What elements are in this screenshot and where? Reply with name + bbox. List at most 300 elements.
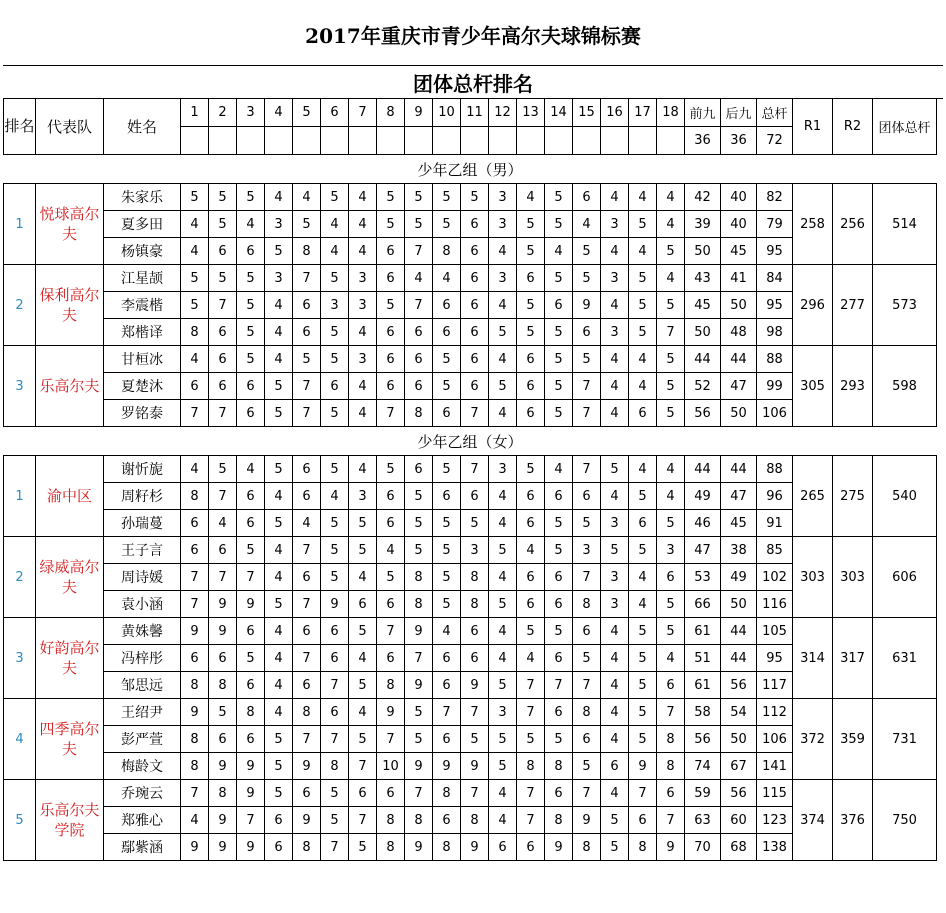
- hole-score: 4: [321, 483, 349, 510]
- hole-score: 5: [405, 537, 433, 564]
- hole-score: 6: [461, 373, 489, 400]
- front-nine-score: 51: [685, 645, 721, 672]
- player-total: 98: [757, 319, 793, 346]
- hole-score: 3: [349, 483, 377, 510]
- hole-score: 8: [181, 319, 209, 346]
- hole-score: 4: [265, 184, 293, 211]
- hole-score: 8: [405, 807, 433, 834]
- hole-score: 8: [545, 753, 573, 780]
- hole-score: 6: [517, 265, 545, 292]
- hole-score: 9: [405, 834, 433, 861]
- hole-score: 4: [349, 400, 377, 427]
- player-total: 123: [757, 807, 793, 834]
- hole-score: 5: [237, 292, 265, 319]
- front-nine-score: 70: [685, 834, 721, 861]
- player-total: 91: [757, 510, 793, 537]
- hole-score: 8: [461, 564, 489, 591]
- player-total: 88: [757, 346, 793, 373]
- hole-score: 4: [489, 400, 517, 427]
- hole-score: 5: [573, 645, 601, 672]
- hole-score: 6: [433, 400, 461, 427]
- hole-score: 5: [265, 591, 293, 618]
- hole-score: 5: [461, 726, 489, 753]
- front-nine-score: 49: [685, 483, 721, 510]
- hole-score: 6: [433, 672, 461, 699]
- hole-score: 7: [545, 672, 573, 699]
- header-hole-empty: [629, 127, 657, 155]
- hole-score: 5: [237, 537, 265, 564]
- hole-score: 5: [489, 373, 517, 400]
- back-nine-score: 40: [721, 211, 757, 238]
- hole-score: 6: [405, 373, 433, 400]
- hole-score: 6: [461, 645, 489, 672]
- back-nine-score: 50: [721, 591, 757, 618]
- hole-score: 4: [489, 780, 517, 807]
- hole-score: 8: [209, 780, 237, 807]
- header-hole: 5: [293, 99, 321, 127]
- back-nine-score: 41: [721, 265, 757, 292]
- hole-score: 6: [377, 483, 405, 510]
- hole-score: 4: [265, 672, 293, 699]
- player-total: 82: [757, 184, 793, 211]
- hole-score: 6: [209, 319, 237, 346]
- back-nine-score: 54: [721, 699, 757, 726]
- hole-score: 4: [265, 483, 293, 510]
- hole-score: 8: [405, 564, 433, 591]
- back-nine-score: 48: [721, 319, 757, 346]
- hole-score: 8: [293, 699, 321, 726]
- hole-score: 3: [657, 537, 685, 564]
- team-total: 606: [873, 537, 937, 618]
- hole-score: 6: [517, 591, 545, 618]
- hole-score: 5: [545, 184, 573, 211]
- hole-score: 7: [293, 726, 321, 753]
- player-name: 罗铭泰: [104, 400, 181, 427]
- hole-score: 6: [321, 373, 349, 400]
- page-title: 2017年重庆市青少年高尔夫球锦标赛: [3, 3, 943, 66]
- hole-score: 4: [181, 346, 209, 373]
- hole-score: 9: [405, 618, 433, 645]
- hole-score: 4: [433, 618, 461, 645]
- hole-score: 6: [573, 483, 601, 510]
- hole-score: 6: [517, 400, 545, 427]
- hole-score: 7: [321, 672, 349, 699]
- hole-score: 5: [517, 618, 545, 645]
- hole-score: 5: [433, 537, 461, 564]
- hole-score: 7: [377, 726, 405, 753]
- hole-score: 5: [209, 184, 237, 211]
- hole-score: 6: [321, 645, 349, 672]
- hole-score: 6: [237, 238, 265, 265]
- hole-score: 7: [209, 564, 237, 591]
- team-total: 731: [873, 699, 937, 780]
- hole-score: 9: [629, 753, 657, 780]
- header-hole: 17: [629, 99, 657, 127]
- hole-score: 4: [601, 699, 629, 726]
- hole-score: 6: [657, 564, 685, 591]
- hole-score: 5: [433, 456, 461, 483]
- hole-score: 6: [377, 238, 405, 265]
- team-r2: 359: [833, 699, 873, 780]
- team-r2: 293: [833, 346, 873, 427]
- hole-score: 5: [433, 373, 461, 400]
- front-nine-score: 43: [685, 265, 721, 292]
- hole-score: 6: [461, 319, 489, 346]
- group-row: [4, 155, 937, 184]
- hole-score: 6: [461, 346, 489, 373]
- hole-score: 5: [349, 537, 377, 564]
- group-label: 少年乙组（男）: [4, 155, 937, 184]
- hole-score: 7: [181, 591, 209, 618]
- hole-score: 8: [657, 726, 685, 753]
- hole-score: 6: [573, 319, 601, 346]
- hole-score: 7: [293, 591, 321, 618]
- header-r1: R1: [793, 99, 833, 155]
- hole-score: 5: [629, 537, 657, 564]
- hole-score: 6: [489, 834, 517, 861]
- hole-score: 5: [461, 184, 489, 211]
- hole-score: 5: [405, 211, 433, 238]
- hole-score: 4: [601, 184, 629, 211]
- hole-score: 8: [377, 807, 405, 834]
- hole-score: 6: [517, 373, 545, 400]
- front-nine-score: 56: [685, 726, 721, 753]
- hole-score: 6: [433, 645, 461, 672]
- hole-score: 7: [405, 238, 433, 265]
- hole-score: 7: [657, 319, 685, 346]
- hole-score: 7: [461, 400, 489, 427]
- front-nine-score: 63: [685, 807, 721, 834]
- header-hole-empty: [657, 127, 685, 155]
- hole-score: 5: [265, 373, 293, 400]
- hole-score: 8: [181, 483, 209, 510]
- hole-score: 6: [237, 672, 265, 699]
- hole-score: 8: [517, 753, 545, 780]
- group-label: 少年乙组（女）: [4, 427, 937, 456]
- front-nine-score: 59: [685, 780, 721, 807]
- hole-score: 8: [181, 672, 209, 699]
- hole-score: 6: [209, 645, 237, 672]
- hole-score: 7: [293, 537, 321, 564]
- team-r2: 376: [833, 780, 873, 861]
- hole-score: 5: [657, 292, 685, 319]
- hole-score: 5: [265, 726, 293, 753]
- header-hole: 7: [349, 99, 377, 127]
- player-total: 141: [757, 753, 793, 780]
- player-name: 鄢紫涵: [104, 834, 181, 861]
- team-r1: 374: [793, 780, 833, 861]
- team-total: 631: [873, 618, 937, 699]
- hole-score: 4: [517, 645, 545, 672]
- hole-score: 5: [349, 618, 377, 645]
- hole-score: 5: [321, 510, 349, 537]
- hole-score: 5: [321, 319, 349, 346]
- hole-score: 5: [405, 510, 433, 537]
- player-total: 95: [757, 645, 793, 672]
- team-r2: 256: [833, 184, 873, 265]
- back-nine-score: 50: [721, 400, 757, 427]
- header-r2: R2: [833, 99, 873, 155]
- back-nine-score: 44: [721, 618, 757, 645]
- header-hole-empty: [181, 127, 209, 155]
- hole-score: 6: [293, 564, 321, 591]
- header-hole-empty: [321, 127, 349, 155]
- hole-score: 7: [237, 807, 265, 834]
- front-nine-score: 61: [685, 618, 721, 645]
- hole-score: 8: [573, 591, 601, 618]
- hole-score: 4: [349, 645, 377, 672]
- player-total: 112: [757, 699, 793, 726]
- team-total: 750: [873, 780, 937, 861]
- hole-score: 6: [293, 292, 321, 319]
- hole-score: 4: [657, 645, 685, 672]
- header-hole: 16: [601, 99, 629, 127]
- hole-score: 7: [293, 645, 321, 672]
- hole-score: 5: [321, 456, 349, 483]
- back-nine-score: 45: [721, 238, 757, 265]
- hole-score: 5: [545, 400, 573, 427]
- hole-score: 6: [237, 373, 265, 400]
- team-r1: 372: [793, 699, 833, 780]
- hole-score: 4: [601, 780, 629, 807]
- front-nine-score: 74: [685, 753, 721, 780]
- team-name: 四季高尔夫: [36, 699, 104, 780]
- hole-score: 5: [433, 591, 461, 618]
- back-nine-score: 67: [721, 753, 757, 780]
- hole-score: 3: [601, 211, 629, 238]
- hole-score: 4: [265, 292, 293, 319]
- hole-score: 6: [405, 346, 433, 373]
- table-row: [4, 537, 937, 564]
- hole-score: 6: [545, 780, 573, 807]
- hole-score: 5: [349, 834, 377, 861]
- hole-score: 8: [405, 400, 433, 427]
- team-rank: 3: [4, 618, 36, 699]
- header-back-par: 36: [721, 127, 757, 155]
- front-nine-score: 45: [685, 292, 721, 319]
- hole-score: 5: [629, 211, 657, 238]
- player-name: 朱家乐: [104, 184, 181, 211]
- hole-score: 8: [209, 672, 237, 699]
- hole-score: 5: [629, 292, 657, 319]
- hole-score: 5: [265, 753, 293, 780]
- hole-score: 7: [181, 564, 209, 591]
- hole-score: 7: [573, 672, 601, 699]
- hole-score: 6: [629, 807, 657, 834]
- hole-score: 5: [545, 319, 573, 346]
- hole-score: 5: [433, 346, 461, 373]
- hole-score: 4: [629, 346, 657, 373]
- front-nine-score: 44: [685, 456, 721, 483]
- hole-score: 5: [181, 292, 209, 319]
- back-nine-score: 44: [721, 645, 757, 672]
- hole-score: 5: [629, 265, 657, 292]
- hole-score: 9: [209, 591, 237, 618]
- hole-score: 5: [517, 319, 545, 346]
- hole-score: 3: [601, 591, 629, 618]
- player-name: 彭严萱: [104, 726, 181, 753]
- hole-score: 6: [545, 292, 573, 319]
- hole-score: 7: [461, 699, 489, 726]
- hole-score: 6: [433, 726, 461, 753]
- hole-score: 6: [461, 292, 489, 319]
- hole-score: 8: [377, 834, 405, 861]
- hole-score: 8: [657, 753, 685, 780]
- header-hole-empty: [545, 127, 573, 155]
- hole-score: 4: [433, 265, 461, 292]
- player-name: 夏楚沐: [104, 373, 181, 400]
- team-total: 540: [873, 456, 937, 537]
- back-nine-score: 44: [721, 346, 757, 373]
- hole-score: 6: [377, 346, 405, 373]
- hole-score: 6: [293, 456, 321, 483]
- hole-score: 4: [601, 645, 629, 672]
- team-total: 573: [873, 265, 937, 346]
- hole-score: 4: [601, 483, 629, 510]
- hole-score: 8: [433, 238, 461, 265]
- front-nine-score: 47: [685, 537, 721, 564]
- player-name: 周籽杉: [104, 483, 181, 510]
- hole-score: 5: [517, 292, 545, 319]
- hole-score: 5: [545, 265, 573, 292]
- team-r1: 303: [793, 537, 833, 618]
- hole-score: 8: [293, 834, 321, 861]
- header-hole-empty: [293, 127, 321, 155]
- hole-score: 5: [629, 699, 657, 726]
- hole-score: 4: [349, 211, 377, 238]
- header-hole: 14: [545, 99, 573, 127]
- hole-score: 5: [405, 699, 433, 726]
- table-row: [4, 780, 937, 807]
- hole-score: 7: [573, 456, 601, 483]
- front-nine-score: 46: [685, 510, 721, 537]
- player-name: 郑楷译: [104, 319, 181, 346]
- hole-score: 4: [489, 510, 517, 537]
- hole-score: 9: [405, 672, 433, 699]
- hole-score: 4: [629, 373, 657, 400]
- hole-score: 5: [489, 319, 517, 346]
- hole-score: 4: [237, 211, 265, 238]
- hole-score: 6: [377, 265, 405, 292]
- hole-score: 5: [321, 564, 349, 591]
- hole-score: 6: [517, 483, 545, 510]
- player-total: 95: [757, 292, 793, 319]
- hole-score: 5: [433, 211, 461, 238]
- hole-score: 4: [349, 238, 377, 265]
- header-hole-empty: [517, 127, 545, 155]
- hole-score: 4: [657, 483, 685, 510]
- team-rank: 4: [4, 699, 36, 780]
- hole-score: 5: [377, 184, 405, 211]
- player-total: 102: [757, 564, 793, 591]
- hole-score: 9: [209, 753, 237, 780]
- hole-score: 9: [181, 618, 209, 645]
- hole-score: 3: [321, 292, 349, 319]
- hole-score: 5: [629, 726, 657, 753]
- hole-score: 5: [489, 591, 517, 618]
- hole-score: 5: [657, 238, 685, 265]
- hole-score: 5: [377, 211, 405, 238]
- hole-score: 4: [629, 238, 657, 265]
- hole-score: 6: [377, 645, 405, 672]
- header-back-nine: 后九: [721, 99, 757, 127]
- header-hole: 11: [461, 99, 489, 127]
- hole-score: 5: [657, 618, 685, 645]
- hole-score: 4: [629, 184, 657, 211]
- hole-score: 5: [545, 510, 573, 537]
- front-nine-score: 44: [685, 346, 721, 373]
- hole-score: 4: [405, 265, 433, 292]
- table-row: [4, 618, 937, 645]
- hole-score: 4: [265, 537, 293, 564]
- hole-score: 6: [461, 618, 489, 645]
- hole-score: 5: [601, 456, 629, 483]
- hole-score: 7: [237, 564, 265, 591]
- hole-score: 5: [545, 618, 573, 645]
- hole-score: 7: [573, 373, 601, 400]
- front-nine-score: 50: [685, 319, 721, 346]
- hole-score: 5: [629, 645, 657, 672]
- hole-score: 6: [517, 346, 545, 373]
- hole-score: 4: [657, 265, 685, 292]
- header-hole: 18: [657, 99, 685, 127]
- hole-score: 4: [265, 645, 293, 672]
- team-name: 渝中区: [36, 456, 104, 537]
- hole-score: 7: [293, 400, 321, 427]
- header-hole-empty: [209, 127, 237, 155]
- hole-score: 4: [265, 699, 293, 726]
- hole-score: 4: [601, 400, 629, 427]
- hole-score: 9: [657, 834, 685, 861]
- hole-score: 3: [489, 184, 517, 211]
- hole-score: 9: [377, 699, 405, 726]
- back-nine-score: 38: [721, 537, 757, 564]
- hole-score: 10: [377, 753, 405, 780]
- player-name: 乔琬云: [104, 780, 181, 807]
- hole-score: 6: [405, 319, 433, 346]
- hole-score: 5: [209, 699, 237, 726]
- hole-score: 6: [517, 564, 545, 591]
- hole-score: 7: [517, 699, 545, 726]
- hole-score: 7: [657, 807, 685, 834]
- hole-score: 3: [265, 265, 293, 292]
- hole-score: 4: [181, 211, 209, 238]
- table-row: [4, 184, 937, 211]
- team-total: 598: [873, 346, 937, 427]
- player-name: 袁小涵: [104, 591, 181, 618]
- front-nine-score: 61: [685, 672, 721, 699]
- player-total: 106: [757, 400, 793, 427]
- hole-score: 7: [209, 292, 237, 319]
- hole-score: 7: [349, 753, 377, 780]
- hole-score: 5: [377, 292, 405, 319]
- hole-score: 6: [237, 483, 265, 510]
- hole-score: 4: [545, 456, 573, 483]
- hole-score: 5: [489, 537, 517, 564]
- header-hole: 9: [405, 99, 433, 127]
- hole-score: 4: [489, 238, 517, 265]
- hole-score: 5: [181, 184, 209, 211]
- back-nine-score: 68: [721, 834, 757, 861]
- player-total: 95: [757, 238, 793, 265]
- hole-score: 4: [377, 537, 405, 564]
- team-rank: 1: [4, 184, 36, 265]
- hole-score: 4: [629, 591, 657, 618]
- hole-score: 5: [629, 319, 657, 346]
- hole-score: 9: [573, 807, 601, 834]
- player-name: 王绍尹: [104, 699, 181, 726]
- header-hole: 6: [321, 99, 349, 127]
